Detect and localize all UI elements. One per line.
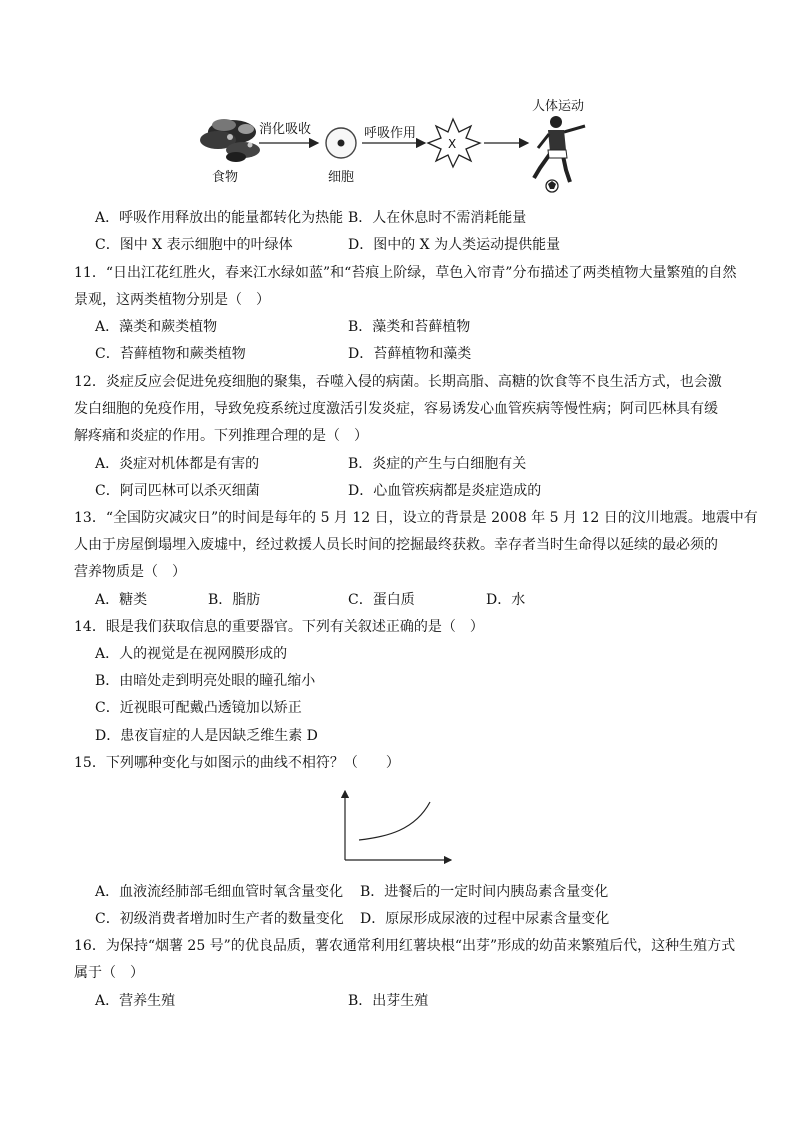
- q11-option-b: B．藻类和苔藓植物: [348, 319, 471, 335]
- q15-option-c: C．初级消费者增加时生产者的数量变化: [95, 911, 344, 927]
- digest-label: 消化吸收: [259, 122, 312, 137]
- q14-option-a: A．人的视觉是在视网膜形成的: [95, 646, 288, 662]
- q10-option-a: A．呼吸作用释放出的能量都转化为热能: [95, 210, 344, 226]
- q11-stem-line-2: 景观，这两类植物分别是（ ）: [74, 292, 270, 308]
- q16-option-a: A．营养生殖: [95, 993, 176, 1009]
- q12-stem-line-2: 发白细胞的免疫作用，导致免疫系统过度激活引发炎症，容易诱发心血管疾病等慢性病；阿司匹林具有缓: [74, 401, 718, 417]
- q16-stem-line-1: 16．为保持“烟薯 25 号”的优良品质，薯农通常利用红薯块根“出芽”形成的幼苗来繁殖后代，这种生殖方式: [74, 938, 736, 954]
- cell-icon: [326, 128, 356, 158]
- soccer-player-icon: [534, 116, 585, 192]
- q13-stem-line-1: 13．“全国防灾减灾日”的时间是每年的 5 月 12 日，设立的背景是 2008 年 5 月 12 日的汶川地震。地震中有: [74, 510, 758, 526]
- q14-option-c: C．近视眼可配戴凸透镜加以矫正: [95, 700, 302, 716]
- q11-stem-line-1: 11．“日出江花红胜火，春来江水绿如蓝”和“苔痕上阶绿，草色入帘青”分布描述了两类植物大量繁殖的自然: [74, 265, 737, 281]
- q13-option-a: A．糖类: [95, 592, 148, 608]
- q13-option-b: B．脂肪: [208, 592, 261, 608]
- q14-stem-line-1: 14．眼是我们获取信息的重要器官。下列有关叙述正确的是（ ）: [74, 619, 484, 635]
- q12-stem-line-1: 12．炎症反应会促进免疫细胞的聚集，吞噬入侵的病菌。长期高脂、高糖的饮食等不良生活方式，也会激: [74, 374, 722, 390]
- q11-option-c: C．苔藓植物和蕨类植物: [95, 346, 246, 362]
- cell-label: 细胞: [328, 170, 355, 185]
- food-label: 食物: [212, 170, 239, 185]
- rising-curve: [359, 802, 430, 840]
- q12-option-a: A．炎症对机体都是有害的: [95, 456, 260, 472]
- q12-option-d: D．心血管疾病都是炎症造成的: [348, 483, 542, 499]
- q15-option-d: D．原尿形成尿液的过程中尿素含量变化: [360, 911, 610, 927]
- food-pile-icon: [200, 119, 260, 162]
- q16-option-b: B．出芽生殖: [348, 993, 429, 1009]
- q13-option-d: D．水: [486, 592, 526, 608]
- q12-option-c: C．阿司匹林可以杀灭细菌: [95, 483, 260, 499]
- q15-stem-line-1: 15．下列哪种变化与如图示的曲线不相符？（ ）: [74, 755, 400, 771]
- q14-option-b: B．由暗处走到明亮处眼的瞳孔缩小: [95, 673, 316, 689]
- q13-option-c: C．蛋白质: [348, 592, 415, 608]
- q12-stem-line-3: 解疼痛和炎症的作用。下列推理合理的是（ ）: [74, 428, 368, 444]
- energy-flow-diagram: [0, 0, 794, 200]
- q15-option-a: A．血液流经肺部毛细血管时氧含量变化: [95, 884, 344, 900]
- q10-option-b: B．人在休息时不需消耗能量: [348, 210, 527, 226]
- q15-option-b: B．进餐后的一定时间内胰岛素含量变化: [360, 884, 609, 900]
- motion-label: 人体运动: [532, 99, 585, 114]
- q16-stem-line-2: 属于（ ）: [74, 965, 144, 981]
- respiration-label: 呼吸作用: [364, 126, 417, 141]
- q11-option-a: A．藻类和蕨类植物: [95, 319, 218, 335]
- q10-option-d: D．图中的 X 为人类运动提供能量: [348, 237, 561, 253]
- q13-stem-line-2: 人由于房屋倒塌埋入废墟中，经过救援人员长时间的挖掘最终获救。幸存者当时生命得以延续的最必须的: [74, 537, 718, 553]
- q11-option-d: D．苔藓植物和藻类: [348, 346, 472, 362]
- q13-stem-line-3: 营养物质是（ ）: [74, 564, 186, 580]
- q10-option-c: C．图中 X 表示细胞中的叶绿体: [95, 237, 293, 253]
- q15-curve-graph: [335, 788, 455, 868]
- q14-option-d: D．患夜盲症的人是因缺乏维生素 D: [95, 728, 318, 744]
- q12-option-b: B．炎症的产生与白细胞有关: [348, 456, 527, 472]
- x-label: X: [448, 137, 457, 151]
